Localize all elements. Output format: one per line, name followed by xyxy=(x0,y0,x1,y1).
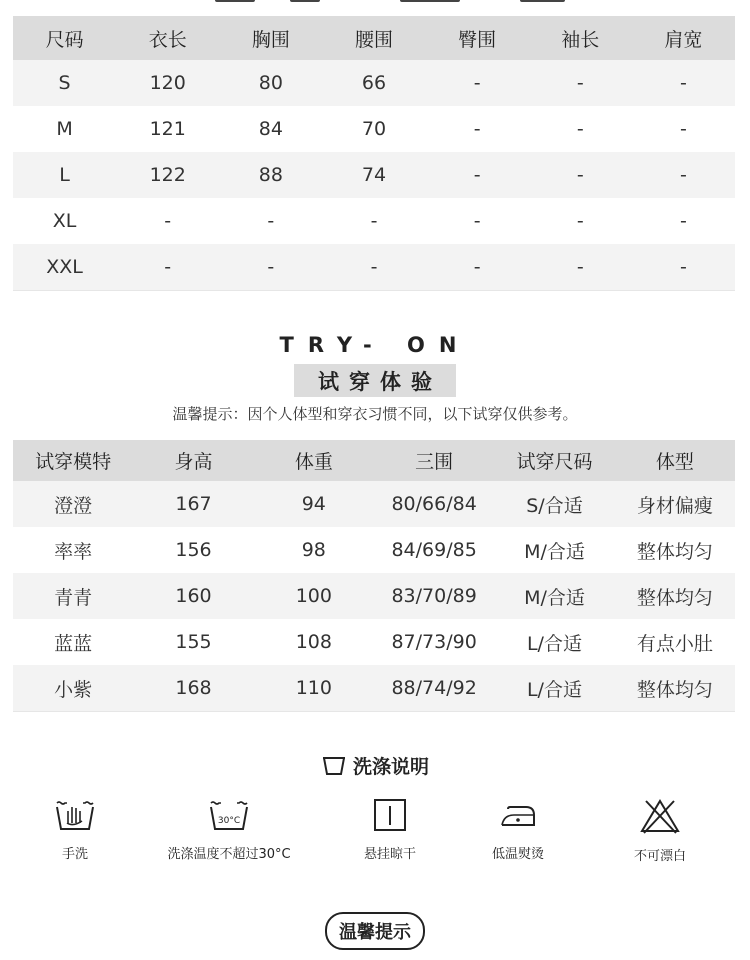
table-cell: - xyxy=(426,244,529,291)
table-row xyxy=(13,106,735,152)
care-item-hand-wash xyxy=(5,797,145,862)
care-item-hang-dry xyxy=(320,797,460,862)
table-cell: - xyxy=(322,244,425,291)
table-cell: - xyxy=(116,244,219,291)
table-row xyxy=(13,527,735,573)
table-row xyxy=(13,665,735,712)
table-cell: 澄澄 xyxy=(13,481,133,527)
care-label: 悬挂晾干 xyxy=(363,847,416,862)
tryon-subtitle: 试穿体验 xyxy=(294,364,456,397)
table-cell: 整体均匀 xyxy=(615,527,735,573)
table-cell: 84/69/85 xyxy=(374,527,494,573)
care-label: 手洗 xyxy=(61,847,88,862)
table-cell: - xyxy=(632,106,735,152)
table-cell: - xyxy=(529,198,632,244)
table-cell: L/合适 xyxy=(494,619,614,665)
low-iron-icon xyxy=(496,797,540,833)
table-cell: - xyxy=(529,60,632,106)
table-cell: 98 xyxy=(254,527,374,573)
header-cell: 体型 xyxy=(615,440,735,481)
header-cell: 臀围 xyxy=(426,16,529,60)
table-cell: 156 xyxy=(133,527,253,573)
header-cell: 三围 xyxy=(374,440,494,481)
table-row xyxy=(13,60,735,106)
table-cell: 88/74/92 xyxy=(374,665,494,712)
table-cell: - xyxy=(116,198,219,244)
table-cell: 100 xyxy=(254,573,374,619)
table-cell: 整体均匀 xyxy=(615,573,735,619)
header-cell: 尺码 xyxy=(13,16,116,60)
table-row xyxy=(13,244,735,291)
header-cell: 袖长 xyxy=(529,16,632,60)
header-cell: 体重 xyxy=(254,440,374,481)
table-cell: - xyxy=(529,106,632,152)
table-cell: 88 xyxy=(219,152,322,198)
table-cell: - xyxy=(219,198,322,244)
care-item-no-bleach xyxy=(590,797,730,864)
washing-title-text: 洗涤说明 xyxy=(352,756,429,778)
table-cell: - xyxy=(219,244,322,291)
hang-dry-icon xyxy=(368,797,412,833)
table-cell: 80/66/84 xyxy=(374,481,494,527)
table-cell: 108 xyxy=(254,619,374,665)
hand-wash-icon xyxy=(53,797,97,833)
table-cell: L/合适 xyxy=(494,665,614,712)
table-cell: 155 xyxy=(133,619,253,665)
table-cell: - xyxy=(632,198,735,244)
table-cell: 青青 xyxy=(13,573,133,619)
table-cell: 167 xyxy=(133,481,253,527)
header-cell: 胸围 xyxy=(219,16,322,60)
table-cell: S/合适 xyxy=(494,481,614,527)
cropped-top-edge xyxy=(0,0,750,8)
table-cell: XL xyxy=(13,198,116,244)
header-cell: 腰围 xyxy=(322,16,425,60)
table-cell: L xyxy=(13,152,116,198)
tryon-table-header xyxy=(13,440,735,481)
table-cell: 94 xyxy=(254,481,374,527)
tip-badge: 温馨提示 xyxy=(325,912,425,950)
table-cell: M xyxy=(13,106,116,152)
table-cell: M/合适 xyxy=(494,573,614,619)
table-cell: - xyxy=(426,60,529,106)
table-row xyxy=(13,152,735,198)
table-cell: 小紫 xyxy=(13,665,133,712)
tryon-table xyxy=(13,440,735,712)
table-cell: - xyxy=(426,152,529,198)
table-row xyxy=(13,573,735,619)
table-cell: 66 xyxy=(322,60,425,106)
table-cell: 87/73/90 xyxy=(374,619,494,665)
size-table xyxy=(13,16,735,291)
table-cell: XXL xyxy=(13,244,116,291)
table-cell: - xyxy=(632,60,735,106)
tryon-note: 温馨提示：因个人体型和穿衣习惯不同，以下试穿仅供参考。 xyxy=(172,405,578,423)
table-cell: - xyxy=(529,244,632,291)
care-label: 低温熨烫 xyxy=(491,847,544,862)
care-label: 洗涤温度不超过30°C xyxy=(167,847,291,862)
table-cell: 身材偏瘦 xyxy=(615,481,735,527)
table-cell: 有点小肚 xyxy=(615,619,735,665)
wash-30-icon xyxy=(207,797,251,833)
table-cell: - xyxy=(632,152,735,198)
table-cell: S xyxy=(13,60,116,106)
no-bleach-icon xyxy=(638,797,682,835)
table-cell: - xyxy=(426,198,529,244)
wash-temp-text: 30°C xyxy=(217,816,241,826)
header-cell: 衣长 xyxy=(116,16,219,60)
header-cell: 试穿尺码 xyxy=(494,440,614,481)
table-cell: - xyxy=(632,244,735,291)
table-row xyxy=(13,198,735,244)
table-cell: 121 xyxy=(116,106,219,152)
table-cell: 率率 xyxy=(13,527,133,573)
table-cell: - xyxy=(426,106,529,152)
table-cell: M/合适 xyxy=(494,527,614,573)
table-cell: 80 xyxy=(219,60,322,106)
table-cell: 整体均匀 xyxy=(615,665,735,712)
table-row xyxy=(13,619,735,665)
table-cell: 74 xyxy=(322,152,425,198)
table-cell: 122 xyxy=(116,152,219,198)
washing-title xyxy=(0,752,750,779)
table-row xyxy=(13,481,735,527)
header-cell: 肩宽 xyxy=(632,16,735,60)
table-cell: - xyxy=(529,152,632,198)
table-cell: 蓝蓝 xyxy=(13,619,133,665)
table-cell: 168 xyxy=(133,665,253,712)
care-item-wash-30 xyxy=(159,797,299,862)
table-cell: 70 xyxy=(322,106,425,152)
table-cell: 160 xyxy=(133,573,253,619)
care-label: 不可漂白 xyxy=(633,849,686,864)
size-table-header xyxy=(13,16,735,60)
header-cell: 试穿模特 xyxy=(13,440,133,481)
table-cell: 83/70/89 xyxy=(374,573,494,619)
table-cell: 84 xyxy=(219,106,322,152)
table-cell: 110 xyxy=(254,665,374,712)
header-cell: 身高 xyxy=(133,440,253,481)
tryon-title: TRY- ON xyxy=(279,333,471,357)
table-cell: 120 xyxy=(116,60,219,106)
table-cell: - xyxy=(322,198,425,244)
care-item-low-iron xyxy=(448,797,588,862)
wash-basin-icon xyxy=(321,755,347,777)
